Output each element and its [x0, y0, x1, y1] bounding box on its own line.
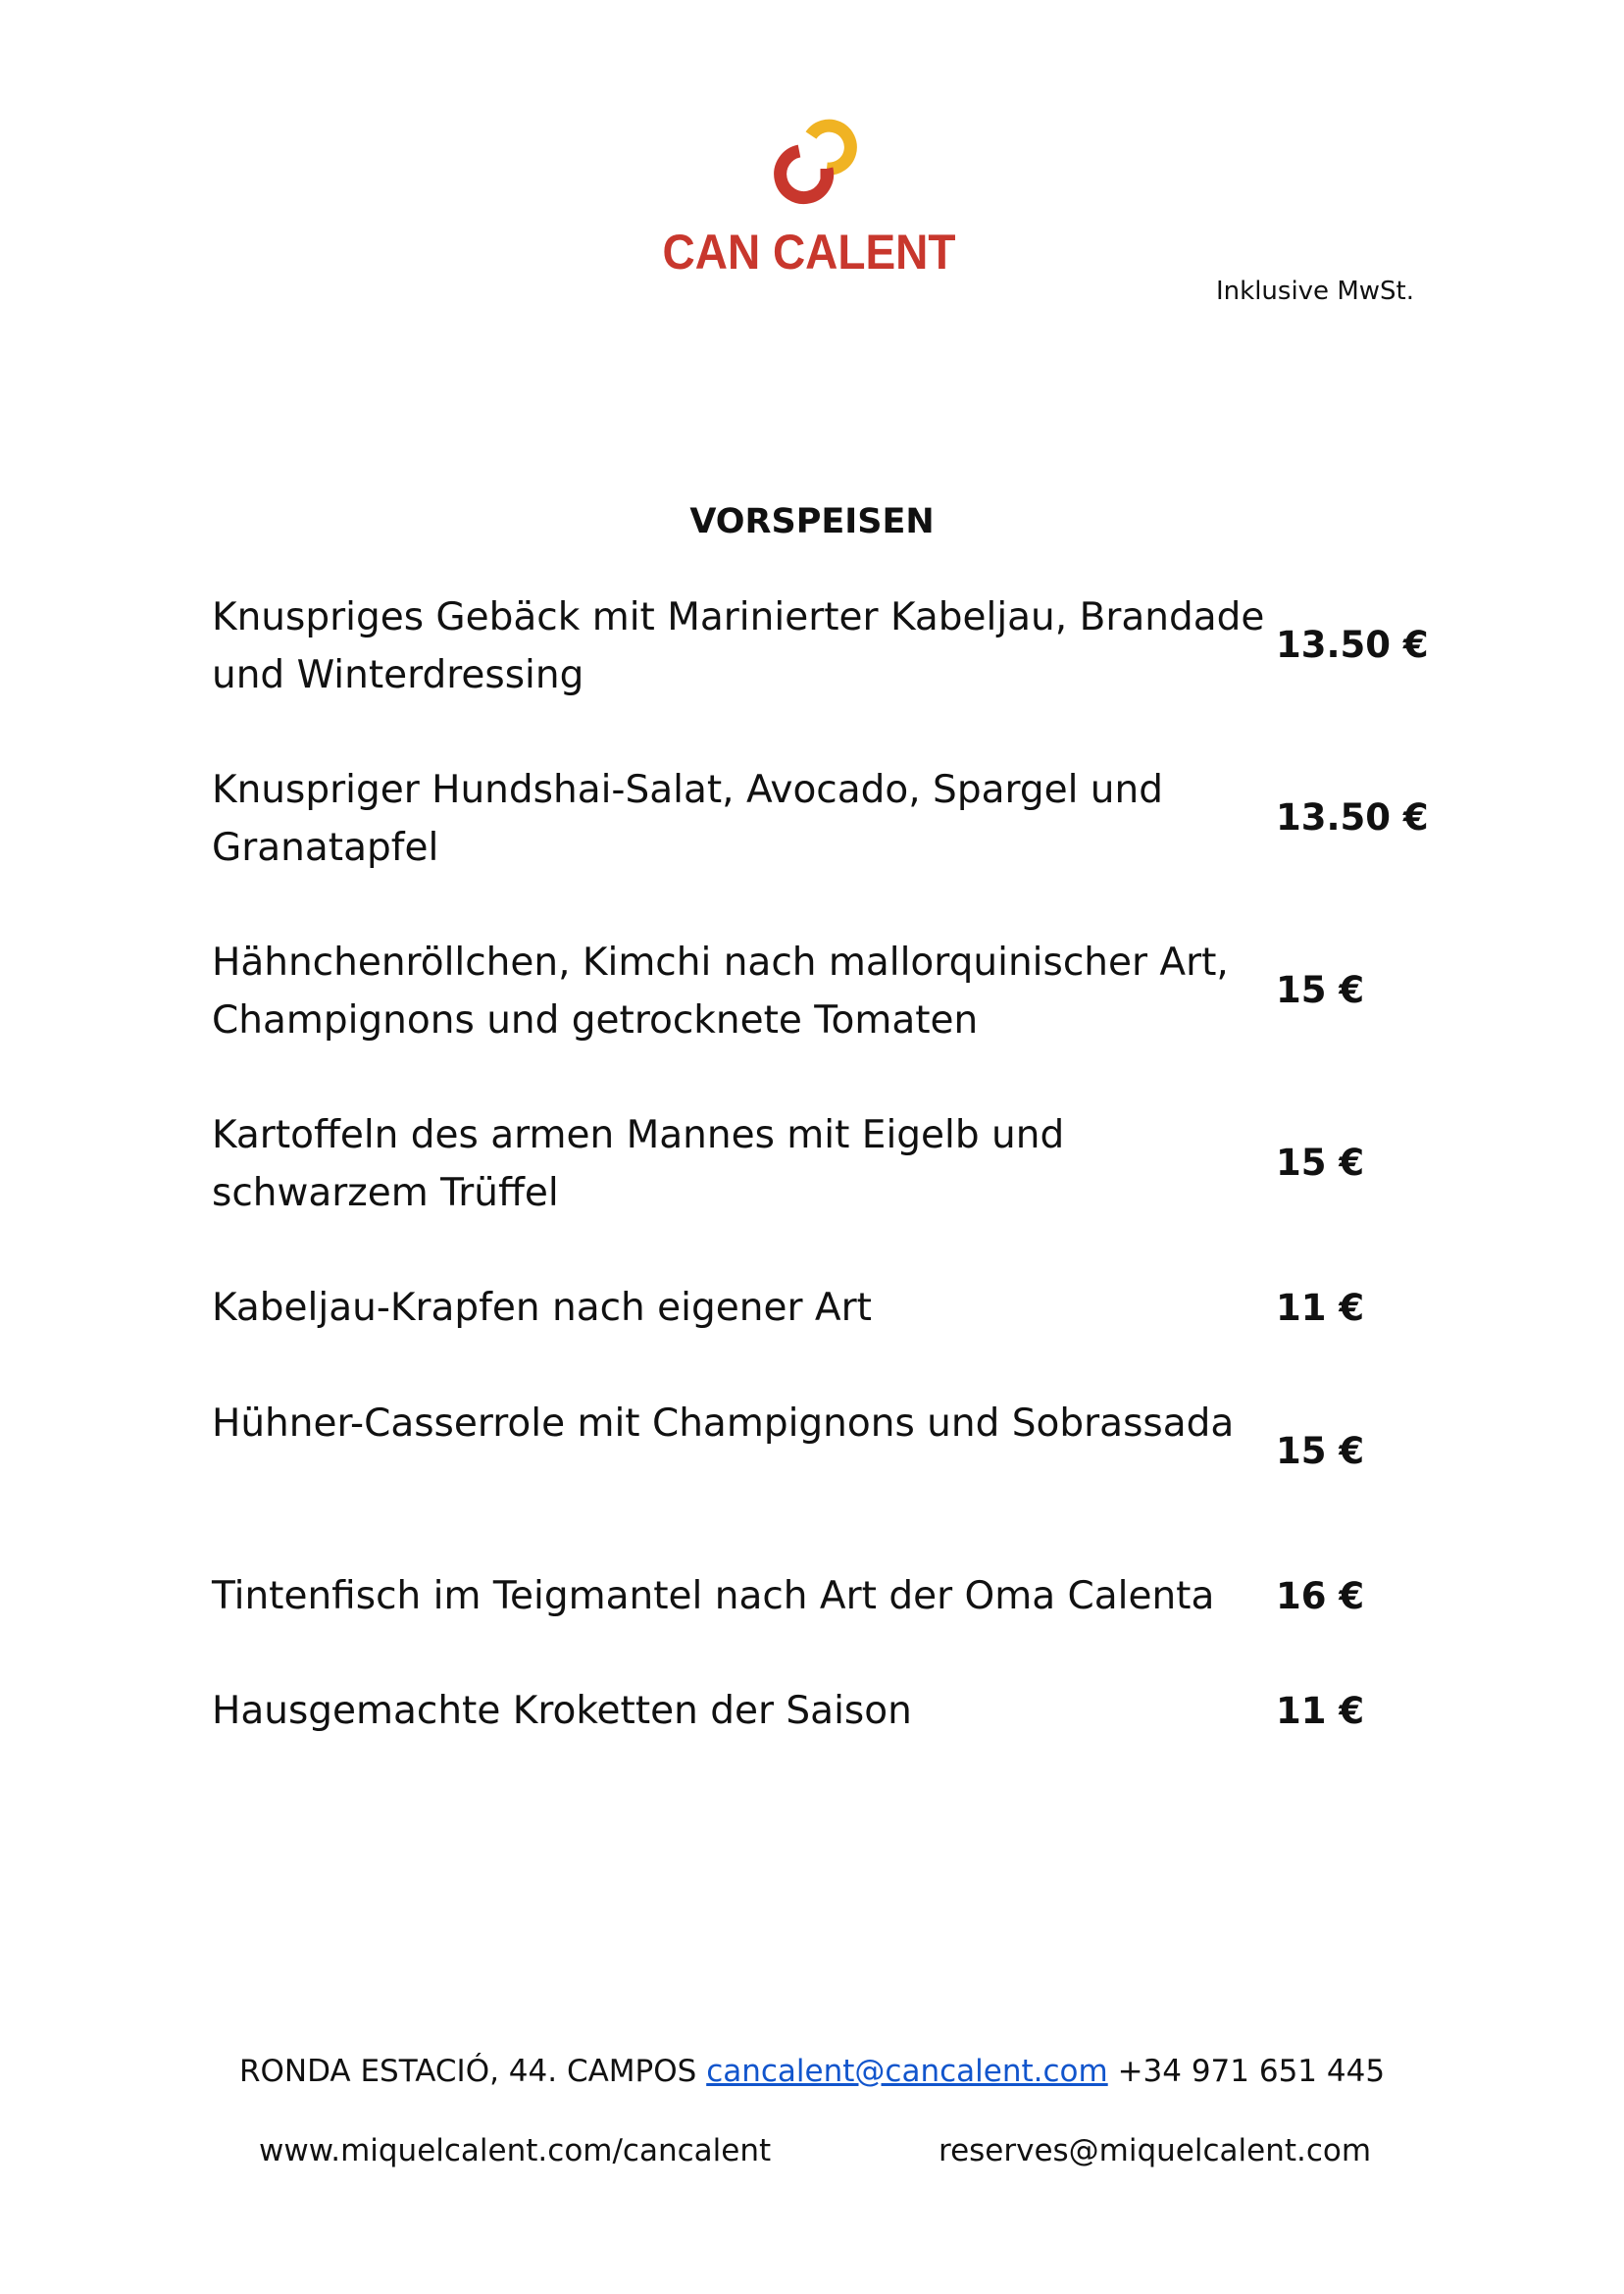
- logo-mark-icon: [770, 108, 868, 216]
- footer-contact-line: [0, 2054, 1624, 2089]
- footer-phone: +34 971 651 445: [1117, 2054, 1386, 2089]
- dish-name: Hühner-Casserrole mit Champignons und Sobrassada: [212, 1402, 1235, 1446]
- footer-address: RONDA ESTACIÓ, 44. CAMPOS: [238, 2054, 697, 2089]
- dish-price: 15 €: [1276, 969, 1365, 1011]
- dish-price: 11 €: [1276, 1287, 1365, 1329]
- dish-name: Kartoffeln des armen Mannes mit Eigelb und schwarzem Trüffel: [212, 1113, 1065, 1215]
- dish-name: Kabeljau-Krapfen nach eigener Art: [212, 1286, 872, 1330]
- tax-note: Inklusive MwSt.: [1216, 277, 1414, 306]
- footer-email-link[interactable]: cancalent@cancalent.com: [706, 2054, 1108, 2089]
- logo: [647, 108, 971, 294]
- dish-price: 11 €: [1276, 1690, 1365, 1732]
- dish-price: 13.50 €: [1276, 796, 1429, 839]
- dish-price: 15 €: [1276, 1142, 1365, 1184]
- footer-website: www.miquelcalent.com/cancalent: [259, 2133, 772, 2168]
- dish-price: 15 €: [1276, 1430, 1365, 1472]
- section-title: VORSPEISEN: [689, 502, 935, 541]
- dish-price: 16 €: [1276, 1575, 1365, 1617]
- dish-name: Tintenfisch im Teigmantel nach Art der Oma Calenta: [212, 1574, 1215, 1618]
- logo-text: CAN CALENT: [662, 225, 956, 280]
- dish-name: Hausgemachte Kroketten der Saison: [212, 1689, 912, 1733]
- dish-price: 13.50 €: [1276, 624, 1429, 666]
- dish-name: Knuspriger Hundshai-Salat, Avocado, Spargel und Granatapfel: [212, 768, 1163, 870]
- dish-name: Hähnchenröllchen, Kimchi nach mallorquinischer Art, Champignons und getrocknete Tomaten: [212, 941, 1229, 1043]
- footer-reservations-email: reserves@miquelcalent.com: [939, 2133, 1372, 2168]
- dish-name: Knuspriges Gebäck mit Marinierter Kabeljau, Brandade und Winterdressing: [212, 595, 1265, 697]
